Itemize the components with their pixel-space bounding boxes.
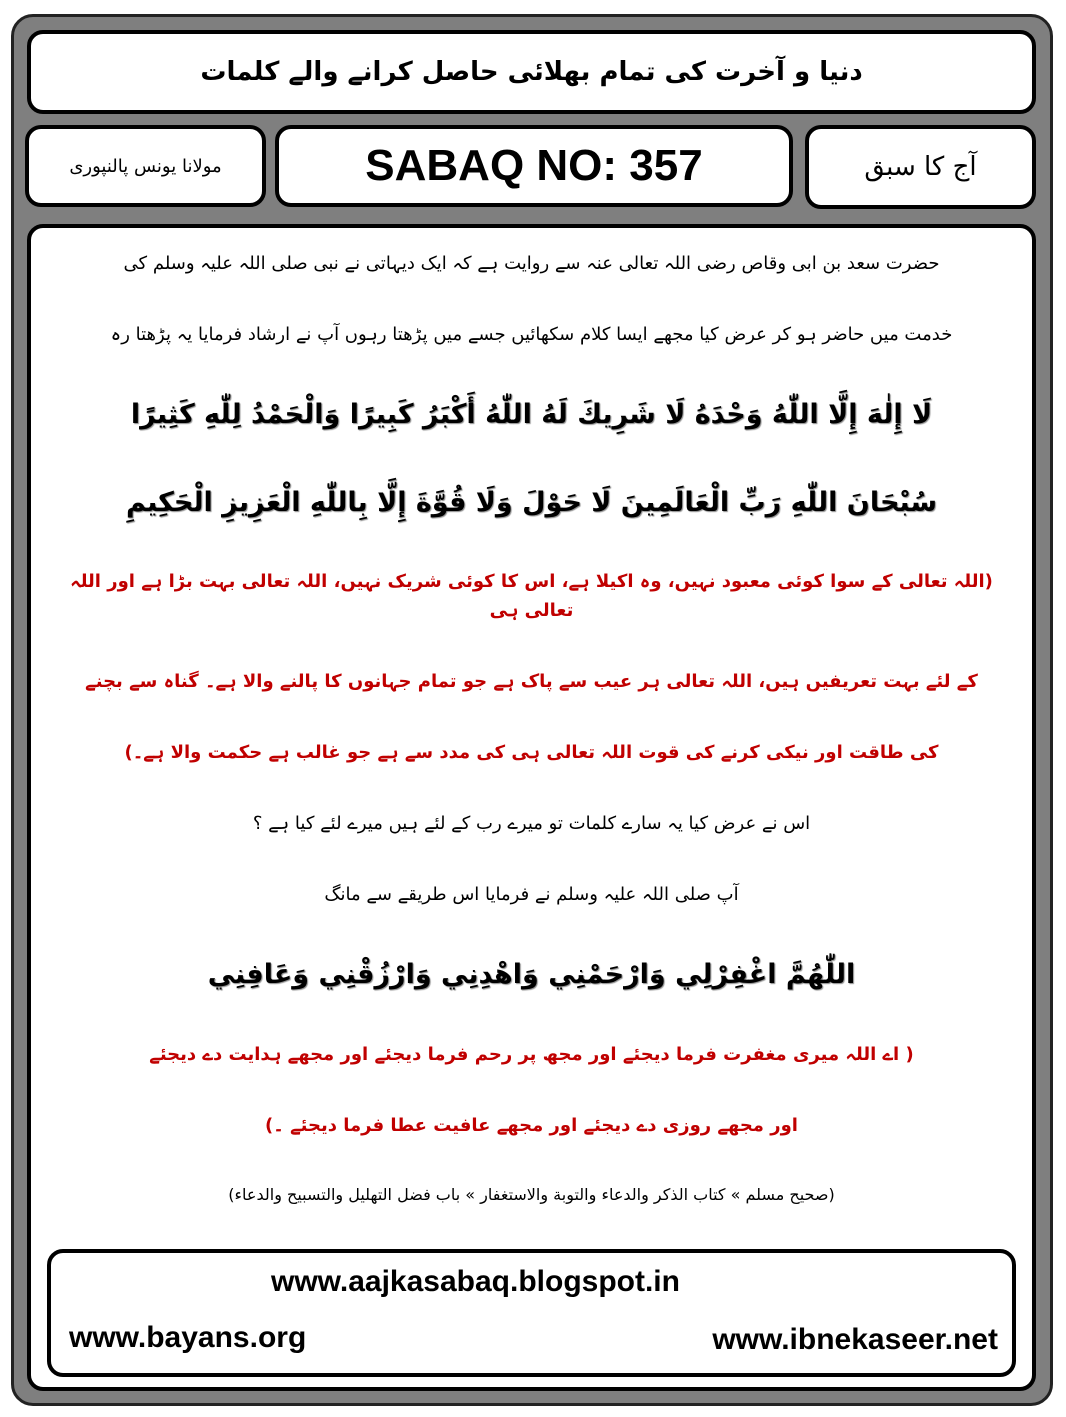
- intro-line: خدمت میں حاضر ہو کر عرض کیا مجھے ایسا کلام سکھائیں جسے میں پڑھتا رہوں آپ نے ارشاد فرمایا یہ پڑھتا رہ: [110, 324, 953, 346]
- dua-translation-line: اور مجھے روزی دے دیجئے اور مجھے عافیت عطا فرما دیجئے ۔): [265, 1114, 798, 1136]
- intro-line: حضرت سعد بن ابی وقاص رضی اللہ تعالی عنہ سے روایت ہے کہ ایک دیہاتی نے نبی صلی اللہ علیہ وسلم کی: [123, 253, 940, 274]
- lesson-body: [27, 224, 1036, 1391]
- website-link-aajkasabaq[interactable]: www.aajkasabaq.blogspot.in: [271, 1264, 680, 1298]
- hadith-reference: (صحيح مسلم » كتاب الذكر والدعاء والتوبة والاستغفار » باب فضل التهليل والتسبيح والدعاء): [228, 1184, 835, 1204]
- lesson-number: SABAQ NO: 357: [275, 125, 793, 207]
- arabic-kalimat-line: سُبْحَانَ اللّٰهِ رَبِّ الْعَالَمِينَ لَا حَوْلَ وَلَا قُوَّةَ إِلَّا بِاللّٰهِ الْعَزِيزِ الْحَكِيمِ: [125, 487, 938, 519]
- website-link-bayans[interactable]: www.bayans.org: [69, 1320, 307, 1354]
- author-name: مولانا یونس پالنپوری: [25, 125, 266, 207]
- question-text: اس نے عرض کیا یہ سارے کلمات تو میرے رب کے لئے ہیں میرے لئے کیا ہے ؟: [252, 813, 811, 835]
- translation-line: کی طاقت اور نیکی کرنے کی قوت اللہ تعالی ہی کی مدد سے ہے جو غالب ہے حکمت والا ہے۔): [124, 742, 939, 764]
- footer-links: [47, 1249, 1016, 1377]
- translation-line: (اللہ تعالی کے سوا کوئی معبود نہیں، وہ اکیلا ہے، اس کا کوئی شریک نہیں، اللہ تعالی بہت بڑا ہے اور اللہ تعالی ہی: [70, 571, 993, 622]
- answer-intro: آپ صلی اللہ علیہ وسلم نے فرمایا اس طریقے سے مانگ: [324, 884, 739, 906]
- arabic-kalimat-line: لَا إِلٰهَ إِلَّا اللّٰهُ وَحْدَهُ لَا شَرِيكَ لَهُ اللّٰهُ أَكْبَرُ كَبِيرًا وَالْحَمْدُ لِلّٰهِ كَثِيرًا: [130, 399, 933, 431]
- arabic-dua: اللّٰهُمَّ اغْفِرْلِي وَارْحَمْنِي وَاهْدِنِي وَارْزُقْنِي وَعَافِنِي: [207, 959, 856, 991]
- lesson-title: دنیا و آخرت کی تمام بھلائی حاصل کرانے والے کلمات: [27, 30, 1036, 114]
- website-link-ibnekaseer[interactable]: www.ibnekaseer.net: [712, 1322, 998, 1356]
- dua-translation-line: ( اے اللہ میری مغفرت فرما دیجئے اور مجھ پر رحم فرما دیجئے اور مجھے ہدایت دے دیجئے: [149, 1043, 914, 1065]
- translation-line: کے لئے بہت تعریفیں ہیں، اللہ تعالی ہر عیب سے پاک ہے جو تمام جہانوں کا پالنے والا ہے۔ گناہ سے بچنے: [85, 671, 978, 693]
- today-label: آج کا سبق: [805, 125, 1036, 209]
